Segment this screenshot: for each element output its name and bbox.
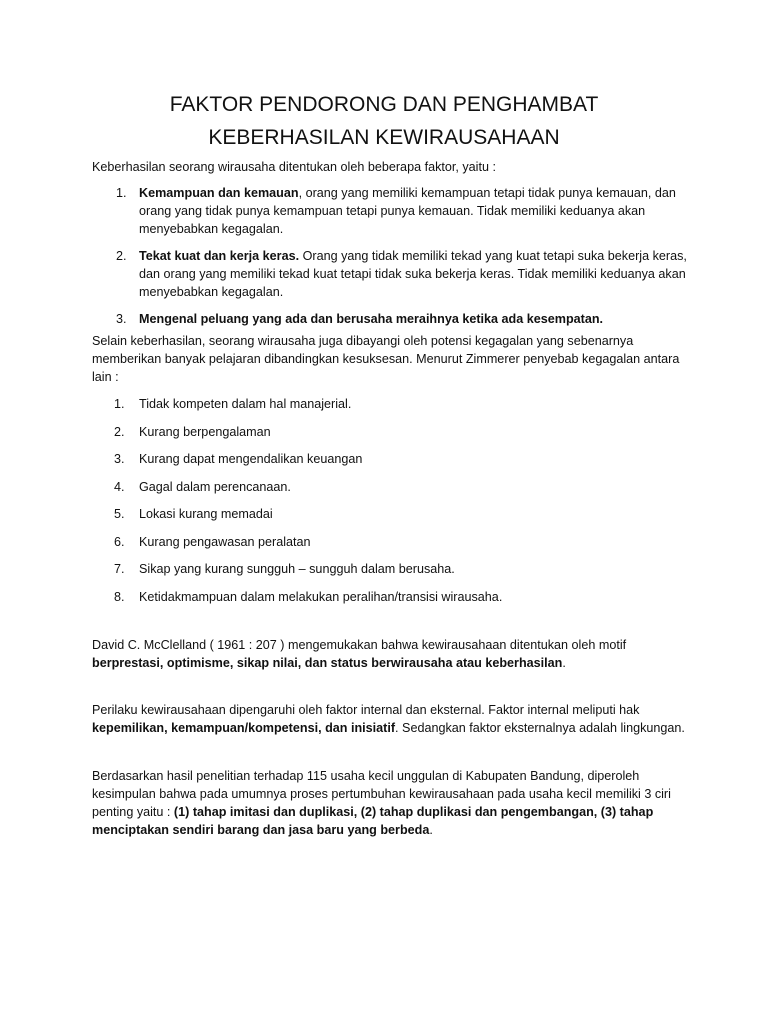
document-body (92, 158, 688, 839)
list-item-text: Lokasi kurang memadai (139, 507, 273, 521)
list-number: 3. (114, 452, 125, 466)
perilaku-end: . Sedangkan faktor eksternalnya adalah lingkungan. (395, 720, 685, 735)
list-item (92, 423, 688, 441)
success-factors-list (92, 184, 688, 328)
list-number: 1. (116, 186, 127, 200)
list-number: 2. (116, 249, 127, 263)
list-item-rest: Orang yang tidak memiliki tekad yang kuat tetapi suka bekerja keras, dan orang yang memiliki tekad kuat tetapi tidak suka bekerja keras. Tidak memiliki keduanya akan menyebabkan kegagalan. (139, 249, 687, 299)
list-item-text: Sikap yang kurang sungguh – sungguh dalam berusaha. (139, 562, 455, 576)
list-item (92, 505, 688, 523)
list-item-text (139, 310, 688, 328)
list-item (92, 478, 688, 496)
list-item (92, 588, 688, 606)
list-number: 6. (114, 534, 125, 549)
list-item (92, 560, 688, 578)
failure-intro-paragraph: Selain keberhasilan, seorang wirausaha juga dibayangi oleh potensi kegagalan yang sebenarnya memberikan banyak pelajaran dibandingkan kesuksesan. Menurut Zimmerer penyebab kegagalan antara lain : (92, 334, 680, 384)
page-title (0, 88, 768, 154)
list-item (92, 310, 688, 328)
mcclelland-bold: berprestasi, optimisme, sikap nilai, dan status berwirausaha atau keberhasilan (92, 655, 563, 670)
penelitian-text: Berdasarkan hasil penelitian terhadap 115 usaha kecil unggulan di Kabupaten Bandung, diperoleh kesimpulan bahwa pada umumnya proses pertumbuhan kewirausahaan pada usaha kecil memiliki 3 ciri penting yaitu : (92, 768, 671, 819)
list-item (92, 533, 688, 551)
list-item-bold: Tekat kuat dan kerja keras. (139, 249, 300, 263)
list-item (92, 395, 688, 413)
list-item (92, 184, 688, 238)
list-number: 2. (114, 424, 125, 439)
list-number: 1. (114, 397, 125, 411)
list-item-text (139, 184, 688, 238)
failure-causes-list (92, 395, 688, 606)
mcclelland-text: David C. McClelland ( 1961 : 207 ) mengemukakan bahwa kewirausahaan ditentukan oleh motif (92, 637, 627, 652)
list-item-text: Kurang pengawasan peralatan (139, 534, 311, 549)
title-line-2: KEBERHASILAN KEWIRAUSAHAAN (208, 126, 560, 149)
list-item-rest: , orang yang memiliki kemampuan tetapi tidak punya kemauan, dan orang yang tidak punya kemampuan tetapi punya kemauan. Tidak memiliki keduanya akan menyebabkan kegagalan. (139, 186, 676, 236)
list-item-text: Gagal dalam perencanaan. (139, 479, 291, 494)
list-number: 3. (116, 312, 127, 326)
list-item-text (139, 247, 688, 301)
list-item-text: Ketidakmampuan dalam melakukan peralihan/transisi wirausaha. (139, 589, 503, 604)
list-item-text: Tidak kompeten dalam hal manajerial. (139, 397, 352, 411)
penelitian-end: . (429, 822, 433, 837)
perilaku-bold: kepemilikan, kemampuan/kompetensi, dan inisiatif (92, 720, 396, 735)
list-item (92, 450, 688, 468)
intro-paragraph: Keberhasilan seorang wirausaha ditentukan oleh beberapa faktor, yaitu : (92, 160, 496, 174)
mcclelland-end: . (562, 655, 566, 670)
list-item-bold: Kemampuan dan kemauan (139, 186, 299, 200)
list-number: 7. (114, 562, 125, 576)
list-item (92, 247, 688, 301)
mcclelland-paragraph (92, 636, 688, 672)
penelitian-bold: (1) tahap imitasi dan duplikasi, (2) tahap duplikasi dan pengembangan, (3) tahap menciptakan sendiri barang dan jasa baru yang berbeda (92, 804, 654, 837)
list-number: 8. (114, 589, 125, 604)
title-line-1: FAKTOR PENDORONG DAN PENGHAMBAT (169, 93, 599, 116)
penelitian-paragraph (92, 767, 688, 839)
list-item-text: Kurang dapat mengendalikan keuangan (139, 452, 363, 466)
list-number: 5. (114, 507, 125, 521)
list-number: 4. (114, 479, 125, 494)
perilaku-text: Perilaku kewirausahaan dipengaruhi oleh faktor internal dan eksternal. Faktor internal meliputi hak (92, 702, 640, 717)
perilaku-paragraph (92, 701, 688, 737)
list-item-text: Kurang berpengalaman (139, 424, 271, 439)
list-item-bold: Mengenal peluang yang ada dan berusaha meraihnya ketika ada kesempatan. (139, 312, 604, 326)
